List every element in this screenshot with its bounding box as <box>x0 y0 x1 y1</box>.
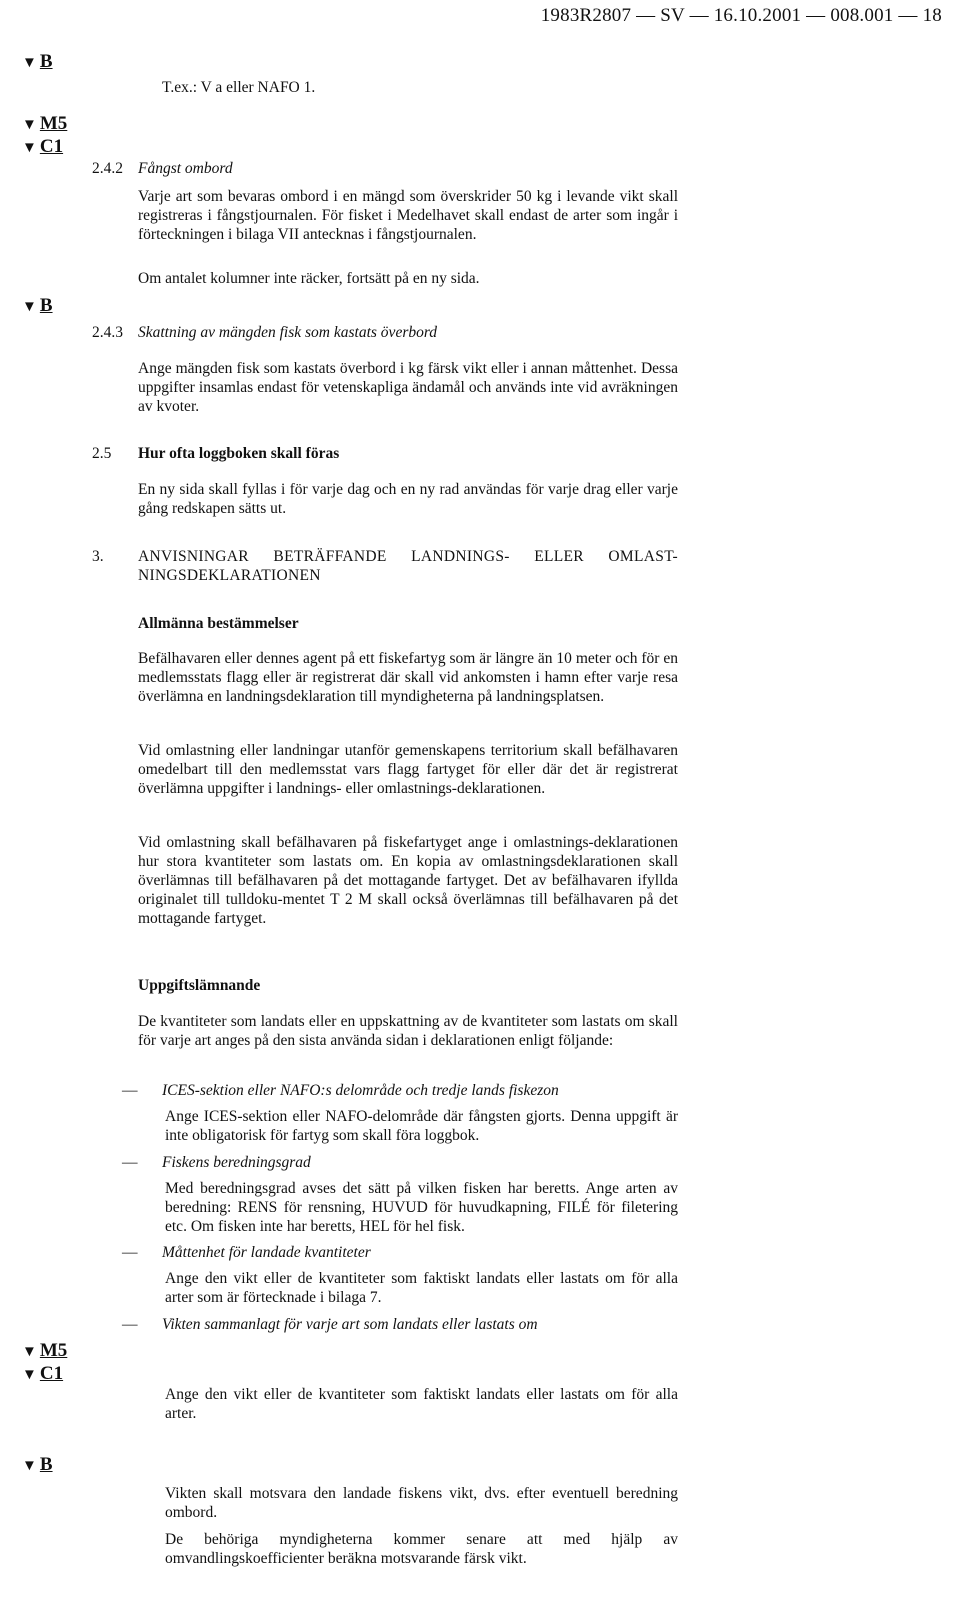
list-item-text: Ange den vikt eller de kvantiteter som faktiskt landats eller lastats om för alla arter. <box>165 1386 678 1422</box>
amendment-marker-c1[interactable]: ▼ C1 <box>22 1363 64 1384</box>
list-item-title: ICES-sektion eller NAFO:s delområde och tredje lands fiskezon <box>162 1082 559 1099</box>
paragraph: Vid omlastning skall befälhavaren på fiskefartyget ange i omlastnings-deklarationen hur stora kvantiteter som lastats om. En kopia av omlastningsdeklarationen skall överlämnas till befälhavaren på det mottagande fartyget. Det av befälhavaren ifyllda originalet till tulldoku-mentet T 2 M skall också överlämnas till befälhavaren på det mottagande fartyget. <box>138 834 678 927</box>
list-item-title: Måttenhet för landade kvantiteter <box>162 1244 371 1261</box>
section-title: Skattning av mängden fisk som kastats överbord <box>138 324 438 341</box>
amendment-marker-m5[interactable]: ▼ M5 <box>22 1340 68 1361</box>
list-item-text: Vikten skall motsvara den landade fiskens vikt, dvs. efter eventuell beredning ombord. <box>165 1485 678 1521</box>
paragraph: De kvantiteter som landats eller en uppskattning av de kvantiteter som lastats om skall för varje art anges på den sista använda sidan i deklarationen enligt följande: <box>138 1013 678 1049</box>
triangle-down-icon: ▼ <box>22 55 37 71</box>
section-number: 3. <box>92 548 104 565</box>
amendment-marker-b[interactable]: ▼ B <box>22 51 53 72</box>
triangle-down-icon: ▼ <box>22 1344 37 1360</box>
triangle-down-icon: ▼ <box>22 299 37 315</box>
paragraph: Ange mängden fisk som kastats överbord i kg färsk vikt eller i annan måttenhet. Dessa uppgifter insamlas endast för vetenskapliga ändamål och används inte vid avräkningen av kvoter. <box>138 360 678 415</box>
list-item-title: Vikten sammanlagt för varje art som landats eller lastats om <box>162 1316 538 1333</box>
section-number: 2.4.2 <box>92 160 123 177</box>
section-number: 2.4.3 <box>92 324 123 341</box>
section-number: 2.5 <box>92 445 112 462</box>
amendment-marker-b[interactable]: ▼ B <box>22 295 53 316</box>
triangle-down-icon: ▼ <box>22 140 37 156</box>
paragraph: Varje art som bevaras ombord i en mängd som överskrider 50 kg i levande vikt skall registreras i fångstjournalen. För fisket i Medelhavet skall endast de arter som ingår i förteckningen i bilaga VII antecknas i fångstjournalen. <box>138 188 678 243</box>
list-dash: — <box>122 1154 138 1171</box>
list-item-text: Med beredningsgrad avses det sätt på vilken fisken har beretts. Ange arten av beredning: RENS för rensning, HUVUD för huvudkapning, FILÉ för filetering etc. Om fisken inte har beretts, HEL för hel fisk. <box>165 1180 678 1235</box>
amendment-marker-m5[interactable]: ▼ M5 <box>22 113 68 134</box>
triangle-down-icon: ▼ <box>22 1458 37 1474</box>
list-item-text: Ange den vikt eller de kvantiteter som faktiskt landats eller lastats om för alla arter som är förtecknade i bilaga 7. <box>165 1270 678 1306</box>
paragraph: Befälhavaren eller dennes agent på ett fiskefartyg som är längre än 10 meter och för en medlemsstats flagg eller är registrerat där skall vid ankomsten i hamn efter varje resa överlämna en landningsdeklaration till myndigheterna på landningsplatsen. <box>138 650 678 705</box>
amendment-marker-b[interactable]: ▼ B <box>22 1454 53 1475</box>
triangle-down-icon: ▼ <box>22 1367 37 1383</box>
list-item-title: Fiskens beredningsgrad <box>162 1154 311 1171</box>
list-item-text: Ange ICES-sektion eller NAFO-delområde där fångsten gjorts. Denna uppgift är inte obligatorisk för fartyg som skall föra loggbok. <box>165 1108 678 1144</box>
list-dash: — <box>122 1244 138 1261</box>
example-text: T.ex.: V a eller NAFO 1. <box>162 79 316 96</box>
list-dash: — <box>122 1316 138 1333</box>
list-dash: — <box>122 1082 138 1099</box>
paragraph: Om antalet kolumner inte räcker, fortsätt på en ny sida. <box>138 270 480 287</box>
subsection-title: Allmänna bestämmelser <box>138 615 299 632</box>
amendment-marker-c1[interactable]: ▼ C1 <box>22 136 64 157</box>
section-title: Fångst ombord <box>138 160 233 177</box>
section-title: ANVISNINGAR BETRÄFFANDE LANDNINGS- ELLER OMLAST-NINGSDEKLARATIONEN <box>138 548 678 584</box>
paragraph: En ny sida skall fyllas i för varje dag och en ny rad användas för varje drag eller varje gång redskapen sätts ut. <box>138 481 678 517</box>
list-item-text: De behöriga myndigheterna kommer senare att med hjälp av omvandlingskoefficienter beräkna motsvarande färsk vikt. <box>165 1531 678 1567</box>
triangle-down-icon: ▼ <box>22 117 37 133</box>
paragraph: Vid omlastning eller landningar utanför gemenskapens territorium skall befälhavaren omedelbart till den medlemsstat vars flagg fartyget för eller där det är registrerat överlämna uppgifter i landnings- eller omlastnings-deklarationen. <box>138 742 678 797</box>
page-header: 1983R2807 — SV — 16.10.2001 — 008.001 — 18 <box>540 5 942 26</box>
section-title: Hur ofta loggboken skall föras <box>138 445 340 462</box>
subsection-title: Uppgiftslämnande <box>138 977 261 994</box>
